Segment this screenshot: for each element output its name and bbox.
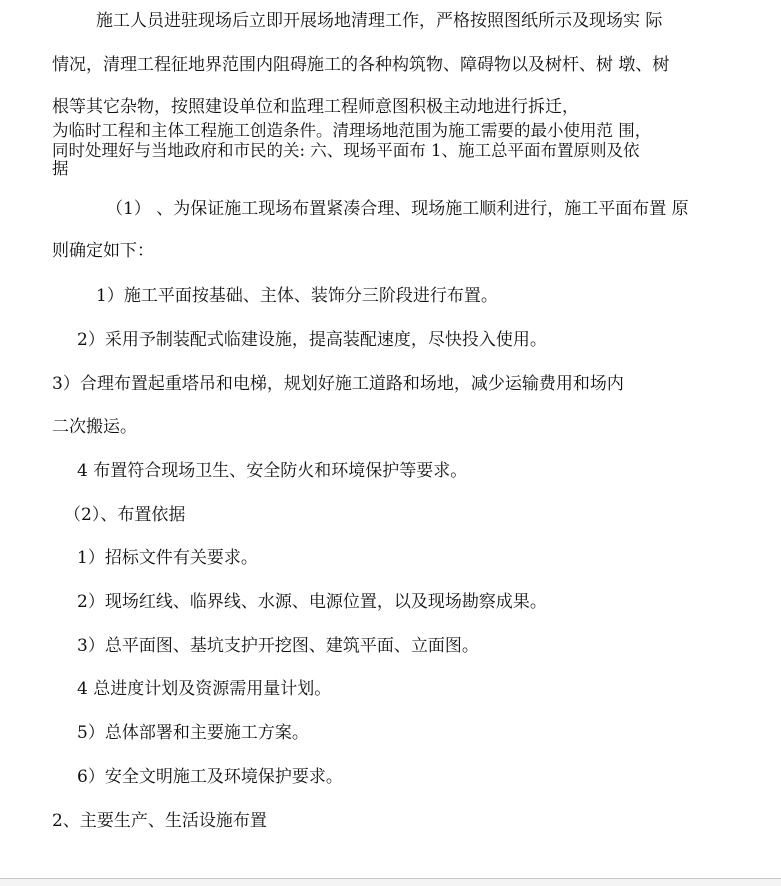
section-heading: 2、主要生产、生活设施布置 (52, 811, 267, 831)
list-item: 1）招标文件有关要求。 (77, 548, 258, 568)
list-item: 5）总体部署和主要施工方案。 (77, 723, 309, 743)
paragraph-line: 二次搬运。 (52, 417, 137, 437)
paragraph-line: 施工人员进驻现场后立即开展场地清理工作，严格按照图纸所示及现场实 际 (96, 11, 663, 31)
paragraph-line: 为临时工程和主体工程施工创造条件。清理场地范围为施工需要的最小使用范 围， (52, 121, 652, 140)
list-item: 2）现场红线、临界线、水源、电源位置，以及现场勘察成果。 (77, 592, 547, 612)
section-heading: （2）、布置依据 (64, 505, 186, 525)
list-item: 1）施工平面按基础、主体、装饰分三阶段进行布置。 (96, 286, 498, 306)
list-item: 4 总进度计划及资源需用量计划。 (77, 679, 332, 699)
list-item: 3）合理布置起重塔吊和电梯，规划好施工道路和场地，减少运输费用和场内 (52, 374, 624, 394)
list-item: 4 布置符合现场卫生、安全防火和环境保护等要求。 (77, 461, 468, 481)
paragraph-line: 同时处理好与当地政府和市民的关: 六、现场平面布 1、施工总平面布置原则及依 (52, 141, 640, 160)
list-item: 3）总平面图、基坑支护开挖图、建筑平面、立面图。 (77, 636, 479, 656)
list-item: 6）安全文明施工及环境保护要求。 (77, 767, 343, 787)
paragraph-line: 情况，清理工程征地界范围内阻碍施工的各种构筑物、障碍物以及树杆、树 墩、树 (52, 55, 670, 75)
paragraph-line: 根等其它杂物，按照建设单位和监理工程师意图积极主动地进行拆迁， (52, 97, 579, 117)
list-item: 2）采用予制装配式临建设施，提高装配速度，尽快投入使用。 (77, 330, 547, 350)
paragraph-line: 则确定如下： (52, 241, 154, 261)
paragraph-line: （1） 、为保证施工现场布置紧凑合理、现场施工顺利进行，施工平面布置 原 (106, 199, 689, 219)
paragraph-line: 据 (52, 159, 69, 178)
